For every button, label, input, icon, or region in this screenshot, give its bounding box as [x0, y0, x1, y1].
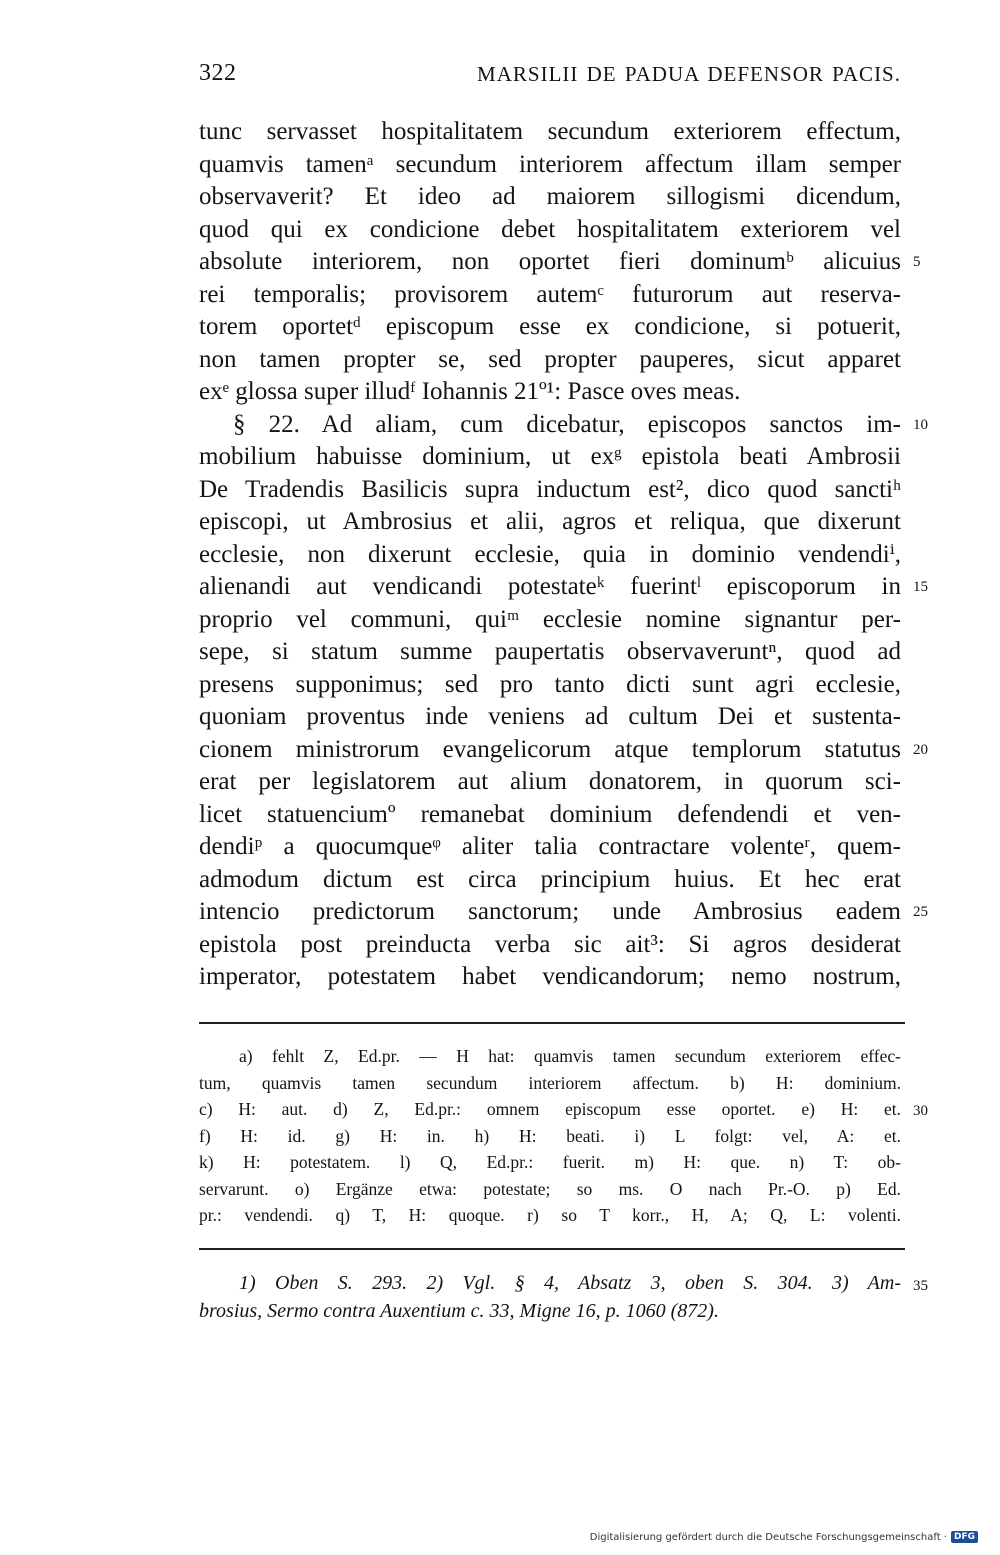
text-line: [199, 669, 901, 702]
text-line: [199, 311, 901, 344]
references-divider: [199, 1248, 905, 1250]
credit-text: Digitalisierung gefördert durch die Deutsche Forschungsgemeinschaft ·: [589, 1531, 947, 1543]
text-line-text: intencio predictorum sanctorum; unde Ambrosius eadem: [199, 898, 901, 925]
source-references: [199, 1269, 928, 1325]
text-line: [199, 571, 928, 604]
text-line-text: tunc servasset hospitalitatem secundum exteriorem effectum,: [199, 118, 901, 145]
text-line-text: torem oportetᵈ episcopum esse ex condicione, si potuerit,: [199, 313, 901, 340]
text-line: [199, 474, 901, 507]
text-line: [199, 604, 901, 637]
apparatus-line-text: a) fehlt Z, Ed.pr. — H hat: quamvis tamen secundum exteriorem effec-: [239, 1046, 901, 1066]
apparatus-line: [199, 1202, 901, 1229]
line-number: 15: [913, 579, 928, 595]
text-line-text: sepe, si statum summe paupertatis observaveruntⁿ, quod ad: [199, 638, 901, 665]
text-line-text: dendiᵖ a quocumqueᵠ aliter talia contractare volenteʳ, quem-: [199, 833, 901, 860]
text-line-text: absolute interiorem, non oportet fieri dominumᵇ alicuius: [199, 248, 901, 275]
line-number: 30: [913, 1103, 928, 1119]
text-line: [199, 376, 901, 409]
text-line-text: non tamen propter se, sed propter pauperes, sicut apparet: [199, 345, 901, 373]
text-line-text: exᵉ glossa super illudᶠ Iohannis 21º¹: Pasce oves meas.: [199, 378, 741, 405]
text-line-text: admodum dictum est circa principium huius. Et hec erat: [199, 865, 901, 893]
text-line: [199, 181, 901, 214]
digitization-credit: [590, 1531, 978, 1543]
text-line: [199, 701, 901, 734]
text-line-text: rei temporalis; provisorem autemᶜ futurorum aut reserva-: [199, 280, 901, 308]
text-line: [199, 831, 901, 864]
text-line: [199, 214, 901, 247]
text-line: [199, 539, 901, 572]
apparatus-line-text: c) H: aut. d) Z, Ed.pr.: omnem episcopum esse oportet. e) H: et.: [199, 1099, 901, 1119]
text-line-text: proprio vel communi, quiᵐ ecclesie nomine signantur per-: [199, 605, 901, 633]
apparatus-divider: [199, 1022, 905, 1024]
apparatus-line-text: servarunt. o) Ergänze etwa: potestate; so ms. O nach Pr.-O. p) Ed.: [199, 1178, 901, 1199]
apparatus-line-text: pr.: vendendi. q) T, H: quoque. r) so T korr., H, A; Q, L: volenti.: [199, 1205, 901, 1225]
text-line: [199, 799, 901, 832]
text-line-text: epistola post preinducta verba sic ait³: Si agros desiderat: [199, 930, 901, 958]
text-line: [199, 409, 928, 442]
text-line: [199, 506, 901, 539]
line-number: 35: [913, 1278, 928, 1294]
text-line: [199, 149, 901, 182]
apparatus-line-text: k) H: potestatem. l) Q, Ed.pr.: fuerit. m) H: que. n) T: ob-: [199, 1152, 901, 1172]
text-line: [199, 734, 928, 767]
text-line: [199, 441, 901, 474]
apparatus-line: [199, 1070, 901, 1097]
text-line-text: quamvis tamenᵃ secundum interiorem affectum illam semper: [199, 150, 901, 178]
line-number: 10: [913, 416, 928, 433]
text-line-text: alienandi aut vendicandi potestateᵏ fuerintˡ episcoporum in: [199, 573, 901, 600]
apparatus-line-text: f) H: id. g) H: in. h) H: beati. i) L folgt: vel, A: et.: [199, 1125, 901, 1146]
critical-apparatus: [199, 1043, 928, 1229]
text-line: [199, 864, 901, 897]
main-text: [199, 116, 928, 994]
apparatus-line-text: tum, quamvis tamen secundum interiorem affectum. b) H: dominium.: [199, 1072, 901, 1093]
text-line: [199, 929, 901, 962]
text-line-text: quoniam proventus inde veniens ad cultum Dei et sustenta-: [199, 703, 901, 730]
text-line-text: § 22. Ad aliam, cum dicebatur, episcopos sanctos im-: [233, 410, 901, 438]
text-line: [199, 116, 901, 149]
text-line-text: observaverit? Et ideo ad maiorem sillogismi dicendum,: [199, 183, 901, 210]
text-line: [199, 344, 901, 377]
text-line-text: De Tradendis Basilicis supra inductum est², dico quod sanctiʰ: [199, 475, 901, 503]
reference-line: [199, 1297, 901, 1325]
page-header: [199, 60, 901, 96]
dfg-logo: DFG: [951, 1531, 978, 1543]
text-line: [199, 766, 901, 799]
text-line-text: imperator, potestatem habet vendicandorum; nemo nostrum,: [199, 963, 901, 990]
text-line-text: presens supponimus; sed pro tanto dicti sunt agri ecclesie,: [199, 670, 901, 698]
line-number: 20: [913, 741, 928, 758]
text-line-text: erat per legislatorem aut alium donatorem, in quorum sci-: [199, 768, 901, 795]
text-line: [199, 896, 928, 929]
text-line: [199, 279, 901, 312]
line-number: 5: [913, 254, 921, 270]
text-line: [199, 961, 901, 994]
reference-line: [199, 1269, 928, 1297]
text-line-text: quod qui ex condicione debet hospitalitatem exteriorem vel: [199, 215, 901, 243]
apparatus-line: [199, 1149, 901, 1176]
apparatus-line: [199, 1123, 901, 1150]
apparatus-line: [199, 1096, 928, 1123]
text-line-text: mobilium habuisse dominium, ut exᵍ epistola beati Ambrosii: [199, 443, 901, 470]
running-title: MARSILII DE PADUA DEFENSOR PACIS.: [477, 62, 901, 86]
text-line-text: cionem ministrorum evangelicorum atque templorum statutus: [199, 735, 901, 763]
reference-line-text: brosius, Sermo contra Auxentium c. 33, Migne 16, p. 1060 (872).: [199, 1300, 719, 1322]
apparatus-line: [199, 1176, 901, 1203]
text-line-text: licet statuenciumº remanebat dominium defendendi et ven-: [199, 800, 901, 828]
page-number: 322: [199, 60, 237, 86]
apparatus-line: [199, 1043, 901, 1070]
text-line-text: episcopi, ut Ambrosius et alii, agros et reliqua, que dixerunt: [199, 508, 901, 535]
text-line-text: ecclesie, non dixerunt ecclesie, quia in dominio vendendiⁱ,: [199, 540, 901, 568]
line-number: 25: [913, 904, 928, 920]
reference-line-text: 1) Oben S. 293. 2) Vgl. § 4, Absatz 3, oben S. 304. 3) Am-: [239, 1272, 901, 1294]
text-line: [199, 246, 921, 279]
text-line: [199, 636, 901, 669]
